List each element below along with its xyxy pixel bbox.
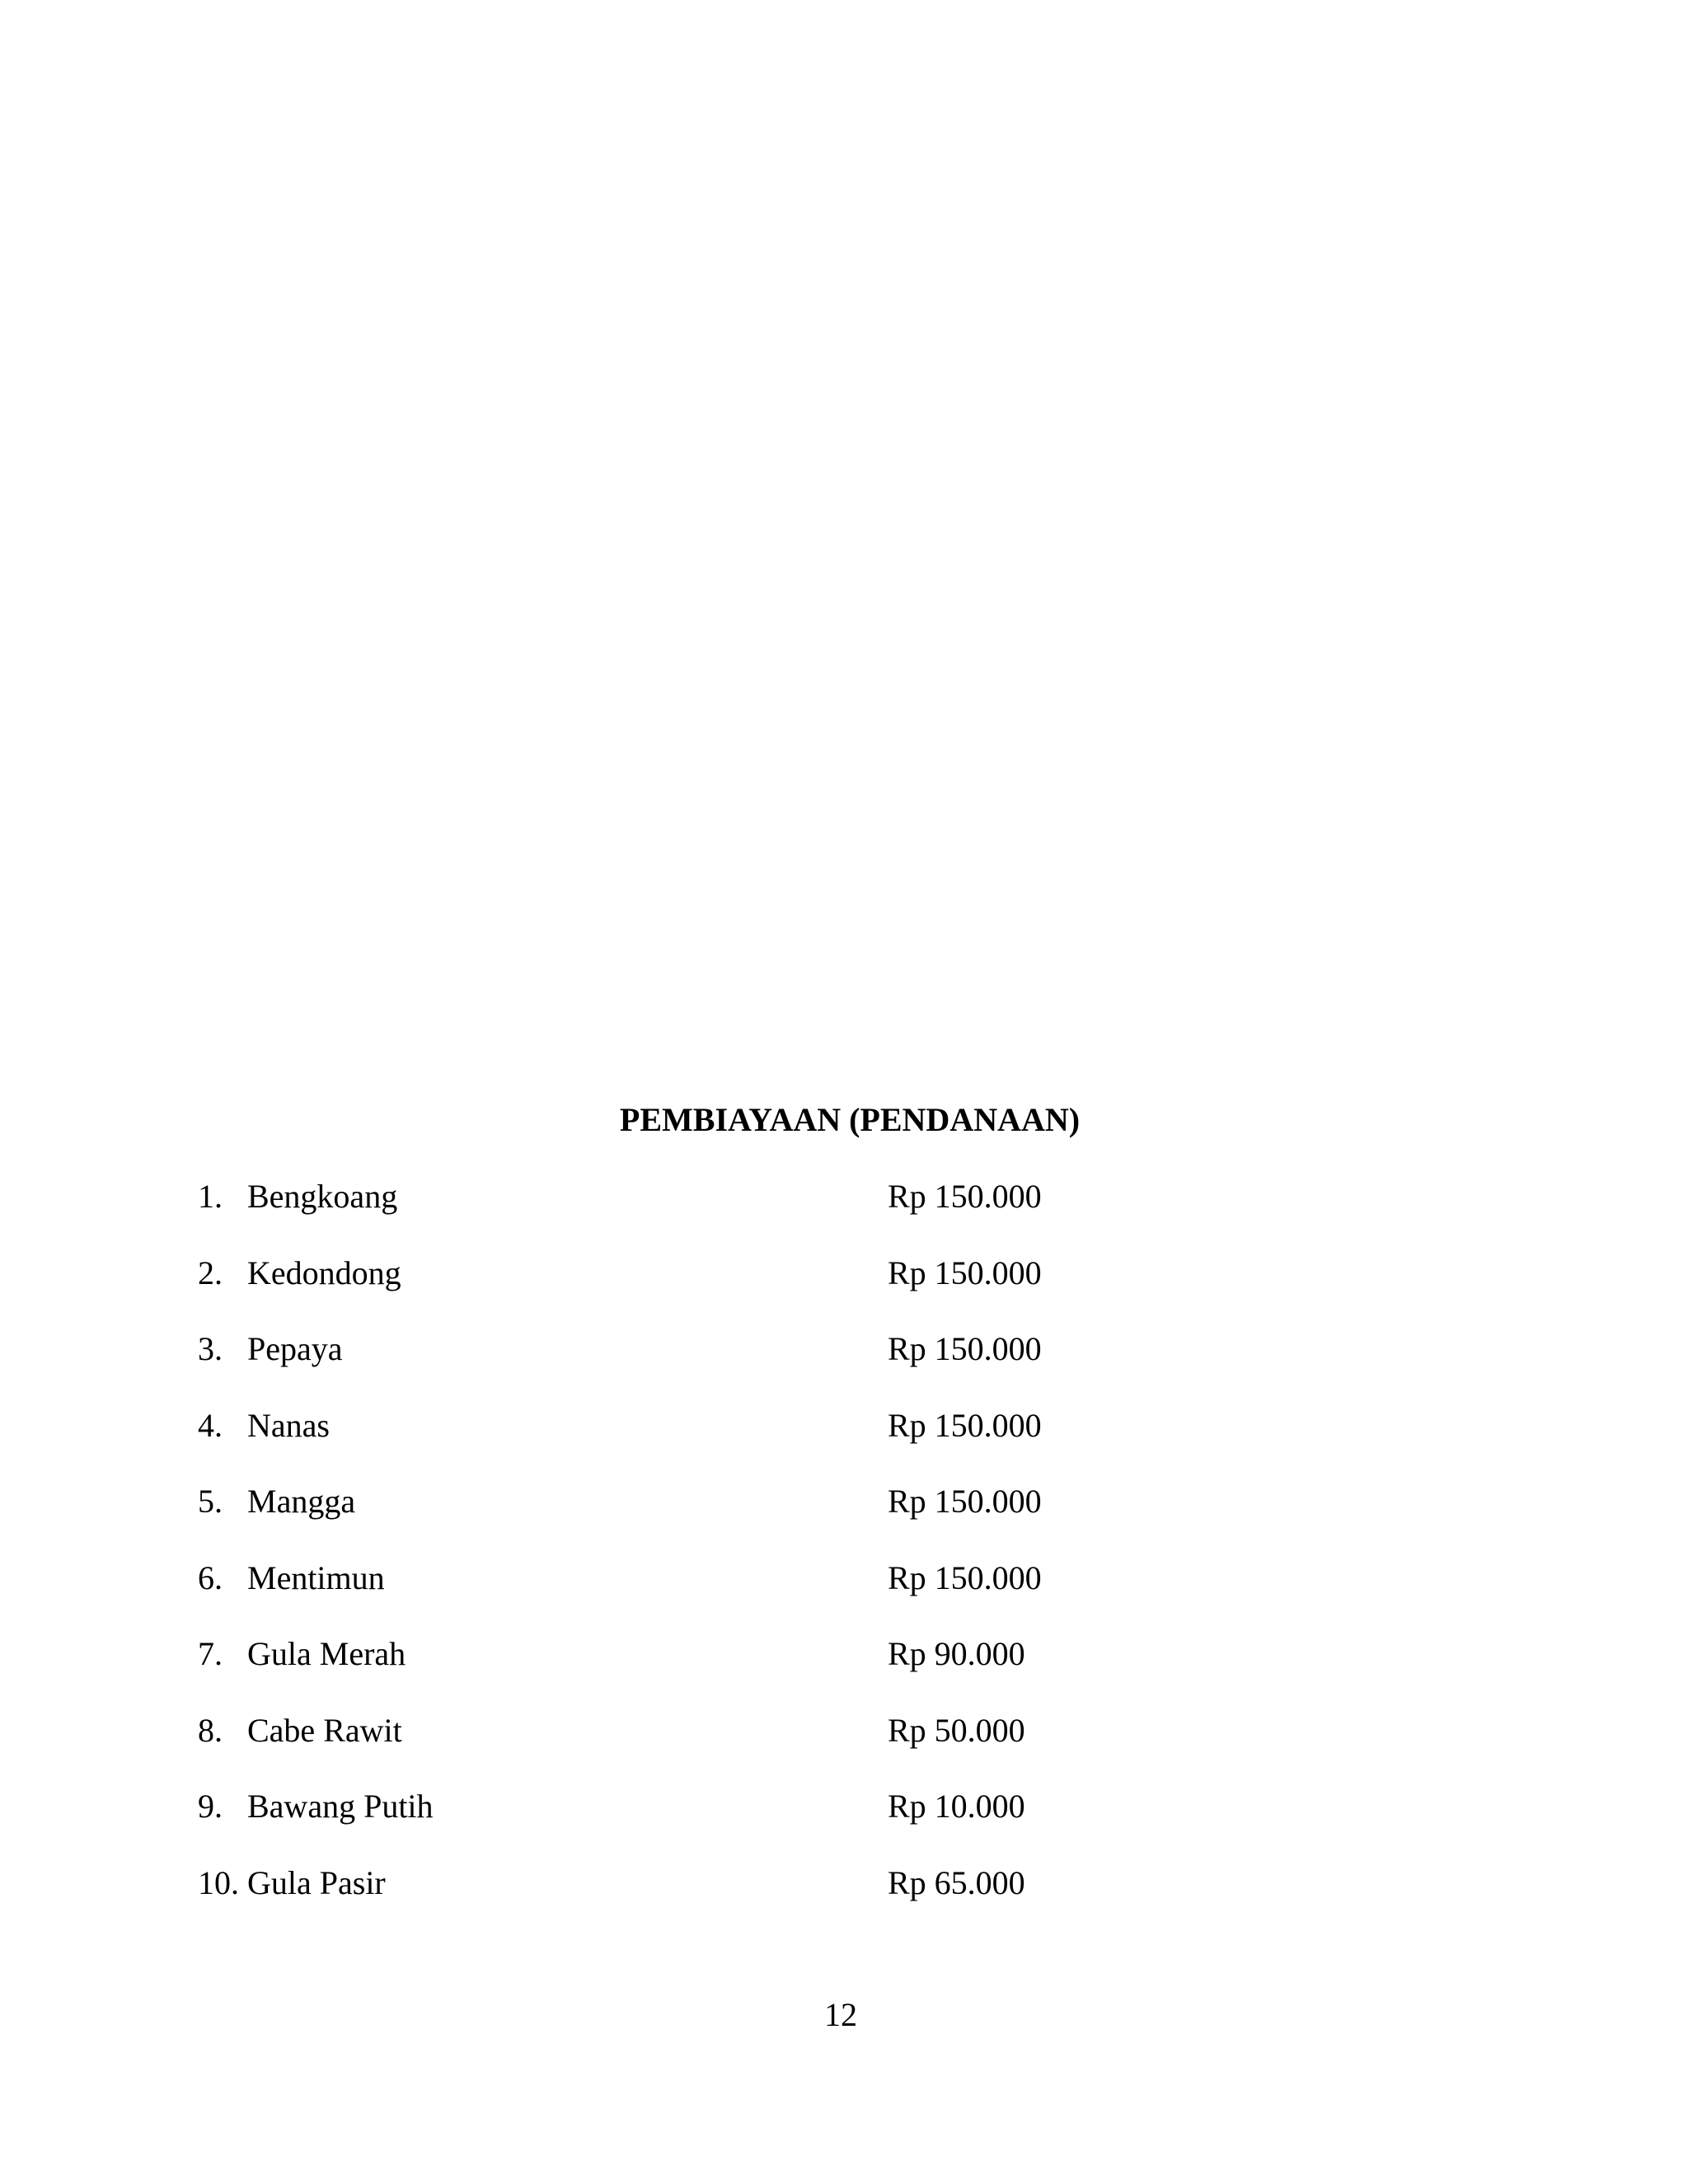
- list-item: [198, 1405, 1517, 1482]
- funding-list: [198, 1176, 1517, 1938]
- list-item: [198, 1481, 1517, 1558]
- item-price: Rp 150.000: [888, 1254, 1042, 1291]
- list-item: [198, 1710, 1517, 1787]
- list-item: [198, 1633, 1517, 1710]
- item-number: 8.: [198, 1711, 223, 1749]
- item-price: Rp 150.000: [888, 1483, 1042, 1520]
- list-item: [198, 1253, 1517, 1329]
- list-item: [198, 1786, 1517, 1863]
- item-price: Rp 150.000: [888, 1178, 1042, 1215]
- item-price: Rp 150.000: [888, 1406, 1042, 1444]
- item-number: 9.: [198, 1788, 223, 1825]
- item-price: Rp 10.000: [888, 1788, 1025, 1825]
- list-item: [198, 1558, 1517, 1634]
- item-number: 3.: [198, 1330, 223, 1367]
- item-name: Gula Merah: [247, 1635, 406, 1672]
- item-name: Bawang Putih: [247, 1788, 434, 1825]
- item-number: 10.: [198, 1863, 239, 1901]
- item-name: Pepaya: [247, 1330, 343, 1367]
- item-name: Cabe Rawit: [247, 1711, 402, 1749]
- item-number: 5.: [198, 1483, 223, 1520]
- item-number: 7.: [198, 1635, 223, 1672]
- section-title: PEMBIAYAAN (PENDANAAN): [619, 1101, 1081, 1138]
- item-price: Rp 150.000: [888, 1558, 1042, 1596]
- item-number: 6.: [198, 1558, 223, 1596]
- item-name: Kedondong: [247, 1254, 401, 1291]
- item-name: Bengkoang: [247, 1178, 398, 1215]
- item-price: Rp 65.000: [888, 1863, 1025, 1901]
- item-number: 2.: [198, 1254, 223, 1291]
- item-price: Rp 90.000: [888, 1635, 1025, 1672]
- item-name: Gula Pasir: [247, 1863, 386, 1901]
- item-number: 4.: [198, 1406, 223, 1444]
- item-price: Rp 150.000: [888, 1330, 1042, 1367]
- list-item: [198, 1176, 1517, 1253]
- item-name: Mangga: [247, 1483, 356, 1520]
- page-number: 12: [824, 1996, 857, 2033]
- item-name: Mentimun: [247, 1558, 385, 1596]
- item-price: Rp 50.000: [888, 1711, 1025, 1749]
- item-name: Nanas: [247, 1406, 330, 1444]
- list-item: [198, 1863, 1517, 1939]
- item-number: 1.: [198, 1178, 223, 1215]
- list-item: [198, 1329, 1517, 1405]
